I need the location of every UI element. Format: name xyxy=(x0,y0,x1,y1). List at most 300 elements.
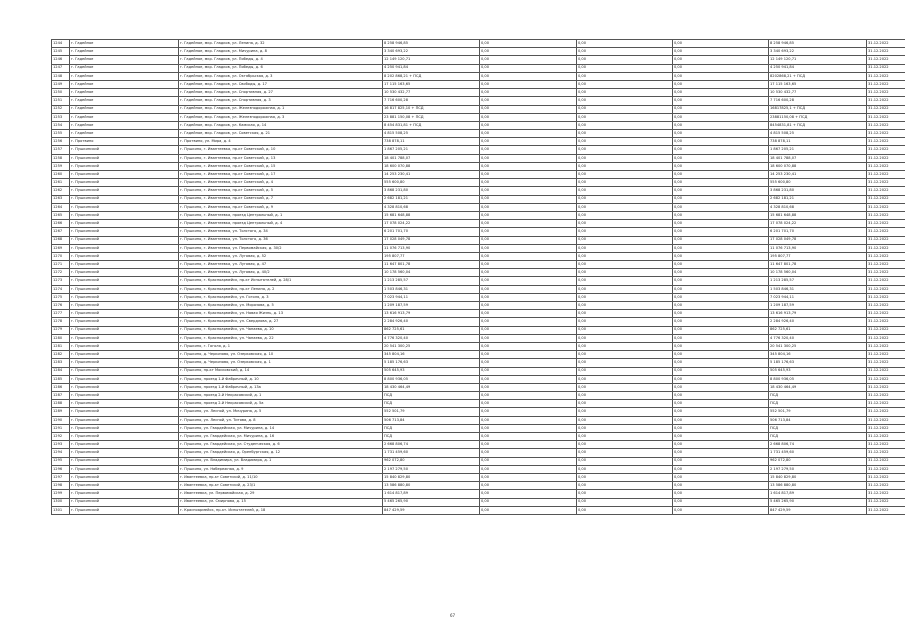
regional-cell: 0,00 xyxy=(577,187,673,195)
municipality-cell: г. Пушкинский xyxy=(70,375,179,383)
regional-cell: 0,00 xyxy=(577,138,673,146)
total-cell: 1 614 817,89 xyxy=(769,490,867,498)
regional-cell: 0,00 xyxy=(577,269,673,277)
total-cell: ПСД xyxy=(769,424,867,432)
local-cell: 0,00 xyxy=(673,146,769,154)
cost-cell: ПСД xyxy=(383,392,480,400)
address-cell: г. Гадейное, мкр. Гладков, ул. Железнодорожная, д. 3 xyxy=(179,113,383,121)
total-cell: 4 776 320,40 xyxy=(769,334,867,342)
deadline-cell: 31.12.2022 xyxy=(867,187,905,195)
total-cell: 2 197 279,50 xyxy=(769,465,867,473)
regional-cell: 0,00 xyxy=(577,113,673,121)
table-row xyxy=(52,113,905,121)
municipality-cell: г. Гадейное xyxy=(70,40,179,48)
local-cell: 0,00 xyxy=(673,318,769,326)
total-cell: 4 250 941,84 xyxy=(769,64,867,72)
municipality-cell: г. Пушкинский xyxy=(70,285,179,293)
local-cell: 0,00 xyxy=(673,277,769,285)
table-row xyxy=(52,269,905,277)
municipality-cell: г. Пушкинский xyxy=(70,433,179,441)
total-cell: 14 253 230,41 xyxy=(769,171,867,179)
municipality-cell: г. Пушкинский xyxy=(70,334,179,342)
regional-cell: 0,00 xyxy=(577,211,673,219)
federal-cell: 0,00 xyxy=(480,473,577,481)
table-row xyxy=(52,408,905,416)
table-row xyxy=(52,130,905,138)
regional-cell: 0,00 xyxy=(577,121,673,129)
row-number-cell: 1275 xyxy=(52,293,70,301)
deadline-cell: 31.12.2022 xyxy=(867,482,905,490)
table-row xyxy=(52,375,905,383)
municipality-cell: г. Гадейное xyxy=(70,130,179,138)
row-number-cell: 1258 xyxy=(52,154,70,162)
deadline-cell: 31.12.2022 xyxy=(867,285,905,293)
regional-cell: 0,00 xyxy=(577,228,673,236)
municipality-cell: г. Пушкинский xyxy=(70,408,179,416)
local-cell: 0,00 xyxy=(673,154,769,162)
deadline-cell: 31.12.2022 xyxy=(867,326,905,334)
deadline-cell: 31.12.2022 xyxy=(867,400,905,408)
table-row xyxy=(52,367,905,375)
deadline-cell: 31.12.2022 xyxy=(867,130,905,138)
regional-cell: 0,00 xyxy=(577,171,673,179)
regional-cell: 0,00 xyxy=(577,244,673,252)
cost-cell: 1 731 459,60 xyxy=(383,449,480,457)
federal-cell: 0,00 xyxy=(480,252,577,260)
cost-cell: 10 178 560,04 xyxy=(383,269,480,277)
table-row xyxy=(52,433,905,441)
deadline-cell: 31.12.2022 xyxy=(867,105,905,113)
deadline-cell: 31.12.2022 xyxy=(867,408,905,416)
municipality-cell: г. Пушкинский xyxy=(70,220,179,228)
address-cell: г. Ивантеевка, ул. Смирнова, д. 15 xyxy=(179,498,383,506)
total-cell: 1 867 205,21 xyxy=(769,146,867,154)
local-cell: 0,00 xyxy=(673,490,769,498)
federal-cell: 0,00 xyxy=(480,400,577,408)
federal-cell: 0,00 xyxy=(480,506,577,514)
regional-cell: 0,00 xyxy=(577,293,673,301)
federal-cell: 0,00 xyxy=(480,56,577,64)
address-cell: г. Пушкино, пр-кт Московский, д. 14 xyxy=(179,367,383,375)
total-cell: 17 078 024,22 xyxy=(769,220,867,228)
address-cell: г. Ивантеевка, пр-кт Советский, д. 11/10 xyxy=(179,473,383,481)
federal-cell: 0,00 xyxy=(480,228,577,236)
address-cell: г. Гадейное, мкр. Гладков, ул. Победы, д. 6 xyxy=(179,64,383,72)
local-cell: 0,00 xyxy=(673,506,769,514)
total-cell: 11 647 801,78 xyxy=(769,261,867,269)
local-cell: 0,00 xyxy=(673,64,769,72)
municipality-cell: г. Пушкинский xyxy=(70,367,179,375)
row-number-cell: 1298 xyxy=(52,482,70,490)
cost-cell: 20 541 300,25 xyxy=(383,342,480,350)
federal-cell: 0,00 xyxy=(480,457,577,465)
row-number-cell: 1269 xyxy=(52,244,70,252)
row-number-cell: 1284 xyxy=(52,367,70,375)
local-cell: 0,00 xyxy=(673,97,769,105)
address-cell: г. Гадейное, мкр. Гладков, ул. Ленина, д. 32 xyxy=(179,40,383,48)
local-cell: 0,00 xyxy=(673,342,769,350)
table-row xyxy=(52,424,905,432)
cost-cell: 3 340 693,22 xyxy=(383,48,480,56)
municipality-cell: г. Пушкинский xyxy=(70,203,179,211)
cost-cell: 17 078 024,22 xyxy=(383,220,480,228)
federal-cell: 0,00 xyxy=(480,195,577,203)
row-number-cell: 1287 xyxy=(52,392,70,400)
federal-cell: 0,00 xyxy=(480,138,577,146)
row-number-cell: 1293 xyxy=(52,441,70,449)
municipality-cell: г. Пушкинский xyxy=(70,310,179,318)
deadline-cell: 31.12.2022 xyxy=(867,375,905,383)
municipality-cell: г. Пушкинский xyxy=(70,154,179,162)
regional-cell: 0,00 xyxy=(577,277,673,285)
federal-cell: 0,00 xyxy=(480,64,577,72)
deadline-cell: 31.12.2022 xyxy=(867,318,905,326)
cost-cell: 552 501,79 xyxy=(383,408,480,416)
cost-cell: ПСД xyxy=(383,424,480,432)
address-cell: г. Гадейное, мкр. Гладков, ул. Октябрьская, д. 3 xyxy=(179,72,383,80)
address-cell: г. Пушкино, г. Красноармейск, ул. Новая Жизнь, д. 13 xyxy=(179,310,383,318)
address-cell: г. Пушкино, ул. Гвардейская, ул. Мичурина, д. 14 xyxy=(179,424,383,432)
cost-cell: 18 401 788,07 xyxy=(383,154,480,162)
address-cell: г. Пушкино, проезд 1-й Фабричный, д. 10 xyxy=(179,375,383,383)
federal-cell: 0,00 xyxy=(480,121,577,129)
address-cell: г. Пушкино, д. Черкизово, ул. Озерковская, д. 1 xyxy=(179,359,383,367)
table-row xyxy=(52,80,905,88)
municipality-cell: г. Пушкинский xyxy=(70,171,179,179)
table-row xyxy=(52,400,905,408)
cost-cell: 5 185 176,63 xyxy=(383,359,480,367)
table-row xyxy=(52,40,905,48)
total-cell: 8454831,81 + ПСД xyxy=(769,121,867,129)
address-cell: г. Пушкино, г. Ивантеевка, пр-кт Советский, д. 10 xyxy=(179,146,383,154)
municipality-cell: г. Пушкинский xyxy=(70,162,179,170)
municipality-cell: г. Гадейное xyxy=(70,64,179,72)
cost-cell: 14 253 230,41 xyxy=(383,171,480,179)
municipality-cell: г. Пушкинский xyxy=(70,277,179,285)
row-number-cell: 1294 xyxy=(52,449,70,457)
federal-cell: 0,00 xyxy=(480,269,577,277)
deadline-cell: 31.12.2022 xyxy=(867,310,905,318)
total-cell: ПСД xyxy=(769,400,867,408)
regional-cell: 0,00 xyxy=(577,351,673,359)
regional-cell: 0,00 xyxy=(577,441,673,449)
local-cell: 0,00 xyxy=(673,310,769,318)
table-row xyxy=(52,310,905,318)
deadline-cell: 31.12.2022 xyxy=(867,64,905,72)
federal-cell: 0,00 xyxy=(480,285,577,293)
cost-cell: 15 681 648,88 xyxy=(383,211,480,219)
total-cell: 5 185 176,63 xyxy=(769,359,867,367)
local-cell: 0,00 xyxy=(673,121,769,129)
regional-cell: 0,00 xyxy=(577,72,673,80)
municipality-cell: г. Пушкинский xyxy=(70,457,179,465)
row-number-cell: 1254 xyxy=(52,121,70,129)
address-cell: г. Гадейное, мкр. Гладков, ул. Советская, д. 21 xyxy=(179,130,383,138)
row-number-cell: 1277 xyxy=(52,310,70,318)
regional-cell: 0,00 xyxy=(577,383,673,391)
address-cell: г. Гадейное, мкр. Гладков, ул. Железнодорожная, д. 1 xyxy=(179,105,383,113)
cost-cell: 2 197 279,50 xyxy=(383,465,480,473)
local-cell: 0,00 xyxy=(673,105,769,113)
regional-cell: 0,00 xyxy=(577,408,673,416)
row-number-cell: 1244 xyxy=(52,40,70,48)
municipality-cell: г. Пушкинский xyxy=(70,424,179,432)
row-number-cell: 1260 xyxy=(52,171,70,179)
total-cell: 3 340 693,22 xyxy=(769,48,867,56)
row-number-cell: 1253 xyxy=(52,113,70,121)
deadline-cell: 31.12.2022 xyxy=(867,40,905,48)
regional-cell: 0,00 xyxy=(577,302,673,310)
cost-cell: 15 840 829,80 xyxy=(383,473,480,481)
row-number-cell: 1255 xyxy=(52,130,70,138)
row-number-cell: 1280 xyxy=(52,334,70,342)
regional-cell: 0,00 xyxy=(577,482,673,490)
regional-cell: 0,00 xyxy=(577,506,673,514)
federal-cell: 0,00 xyxy=(480,408,577,416)
cost-cell: 23 881 150,08 + ПСД xyxy=(383,113,480,121)
address-cell: г. Гадейное, мкр. Гладков, ул. Спортивная, д. 27 xyxy=(179,89,383,97)
total-cell: 13 616 913,79 xyxy=(769,310,867,318)
regional-cell: 0,00 xyxy=(577,433,673,441)
table-row xyxy=(52,89,905,97)
address-cell: г. Пушкино, д. Черкизово, ул. Озерковская, д. 10 xyxy=(179,351,383,359)
cost-cell: 555 600,80 xyxy=(383,179,480,187)
regional-cell: 0,00 xyxy=(577,334,673,342)
address-cell: г. Пушкино, проезд 1-й Фабричный, д. 13а xyxy=(179,383,383,391)
cost-cell: 8 258 946,85 xyxy=(383,40,480,48)
regional-cell: 0,00 xyxy=(577,465,673,473)
address-cell: г. Пушкино, ул. Гвардейская, ул. Мичурина, д. 16 xyxy=(179,433,383,441)
table-row xyxy=(52,252,905,260)
address-cell: г. Пушкино, г. Ивантеевка, пр-кт Советский, д. 9 xyxy=(179,203,383,211)
total-cell: 16817825,1 + ПСД xyxy=(769,105,867,113)
address-cell: г. Пушкино, г. Ивантеевка, проезд Центральный, д. 4 xyxy=(179,220,383,228)
local-cell: 0,00 xyxy=(673,113,769,121)
regional-cell: 0,00 xyxy=(577,359,673,367)
cost-cell: ПСД xyxy=(383,433,480,441)
address-cell: г. Пушкино, г. Красноармейск, пр-кт Ленина, д. 2 xyxy=(179,285,383,293)
deadline-cell: 31.12.2022 xyxy=(867,203,905,211)
total-cell: 17 028 049,78 xyxy=(769,236,867,244)
local-cell: 0,00 xyxy=(673,408,769,416)
address-cell: г. Пушкино, г. Ивантеевка, пр-кт Советский, д. 4 xyxy=(179,179,383,187)
regional-cell: 0,00 xyxy=(577,400,673,408)
deadline-cell: 31.12.2022 xyxy=(867,490,905,498)
row-number-cell: 1268 xyxy=(52,236,70,244)
total-cell: 1 731 459,60 xyxy=(769,449,867,457)
municipality-cell: г. Пушкинский xyxy=(70,482,179,490)
row-number-cell: 1282 xyxy=(52,351,70,359)
cost-cell: 1 213 285,57 xyxy=(383,277,480,285)
address-cell: г. Пушкино, ул. Набережная, д. 9 xyxy=(179,465,383,473)
total-cell: 18 430 464,49 xyxy=(769,383,867,391)
total-cell: 13 586 880,80 xyxy=(769,482,867,490)
municipality-cell: г. Пушкинский xyxy=(70,490,179,498)
total-cell: 1 213 285,57 xyxy=(769,277,867,285)
address-cell: г. Пушкино, г. Ивантеевка, ул. Луговая, д. 47 xyxy=(179,261,383,269)
cost-cell: 506 713,84 xyxy=(383,416,480,424)
total-cell: 1 209 187,59 xyxy=(769,302,867,310)
local-cell: 0,00 xyxy=(673,433,769,441)
regional-cell: 0,00 xyxy=(577,64,673,72)
address-cell: г. Гадейное, мкр. Гладков, ул. Победы, д. 4 xyxy=(179,56,383,64)
deadline-cell: 31.12.2022 xyxy=(867,138,905,146)
deadline-cell: 31.12.2022 xyxy=(867,195,905,203)
cost-cell: 5 465 265,90 xyxy=(383,498,480,506)
cost-cell: 195 807,77 xyxy=(383,252,480,260)
address-cell: г. Гадейное, мкр. Гладков, ул. Спортивная, д. 3 xyxy=(179,97,383,105)
table-row xyxy=(52,334,905,342)
deadline-cell: 31.12.2022 xyxy=(867,342,905,350)
row-number-cell: 1248 xyxy=(52,72,70,80)
total-cell: ПСД xyxy=(769,392,867,400)
federal-cell: 0,00 xyxy=(480,334,577,342)
total-cell: 12 149 120,71 xyxy=(769,56,867,64)
table-row xyxy=(52,383,905,391)
address-cell: г. Пушкино, г. Ивантеевка, пр-кт Советский, д. 5 xyxy=(179,187,383,195)
row-number-cell: 1267 xyxy=(52,228,70,236)
total-cell: 506 713,84 xyxy=(769,416,867,424)
address-cell: г. Гадейное, мкр. Гладков, ул. Свободы, д. 17 xyxy=(179,80,383,88)
regional-cell: 0,00 xyxy=(577,252,673,260)
address-cell: г. Пушкино, проезд 2-й Некрасовский, д. 1 xyxy=(179,392,383,400)
table-row xyxy=(52,195,905,203)
federal-cell: 0,00 xyxy=(480,318,577,326)
regional-cell: 0,00 xyxy=(577,457,673,465)
municipality-cell: г. Гадейное xyxy=(70,113,179,121)
address-cell: г. Пушкино, проезд 2-й Некрасовский, д. 5а xyxy=(179,400,383,408)
row-number-cell: 1249 xyxy=(52,80,70,88)
cost-cell: 1 503 846,31 xyxy=(383,285,480,293)
total-cell: 2 668 806,74 xyxy=(769,441,867,449)
table-row xyxy=(52,146,905,154)
row-number-cell: 1262 xyxy=(52,187,70,195)
municipality-cell: г. Протвино xyxy=(70,138,179,146)
local-cell: 0,00 xyxy=(673,171,769,179)
municipality-cell: г. Пушкинский xyxy=(70,400,179,408)
deadline-cell: 31.12.2022 xyxy=(867,392,905,400)
cost-cell: 1 614 817,89 xyxy=(383,490,480,498)
municipality-cell: г. Гадейное xyxy=(70,48,179,56)
cost-cell: 345 804,16 xyxy=(383,351,480,359)
regional-cell: 0,00 xyxy=(577,326,673,334)
local-cell: 0,00 xyxy=(673,261,769,269)
row-number-cell: 1278 xyxy=(52,318,70,326)
regional-cell: 0,00 xyxy=(577,80,673,88)
cost-cell: 1 209 187,59 xyxy=(383,302,480,310)
table-row xyxy=(52,506,905,514)
deadline-cell: 31.12.2022 xyxy=(867,277,905,285)
table-row xyxy=(52,64,905,72)
local-cell: 0,00 xyxy=(673,236,769,244)
municipality-cell: г. Гадейное xyxy=(70,121,179,129)
federal-cell: 0,00 xyxy=(480,375,577,383)
register-table xyxy=(51,39,905,515)
regional-cell: 0,00 xyxy=(577,162,673,170)
row-number-cell: 1274 xyxy=(52,285,70,293)
regional-cell: 0,00 xyxy=(577,40,673,48)
deadline-cell: 31.12.2022 xyxy=(867,334,905,342)
local-cell: 0,00 xyxy=(673,285,769,293)
address-cell: г. Пушкино, г. Ивантеевка, ул. Толстого, д. 36 xyxy=(179,236,383,244)
cost-cell: 17 115 163,65 xyxy=(383,80,480,88)
deadline-cell: 31.12.2022 xyxy=(867,179,905,187)
table-row xyxy=(52,302,905,310)
row-number-cell: 1273 xyxy=(52,277,70,285)
row-number-cell: 1271 xyxy=(52,261,70,269)
cost-cell: 17 028 049,78 xyxy=(383,236,480,244)
municipality-cell: г. Пушкинский xyxy=(70,359,179,367)
total-cell: 862 725,61 xyxy=(769,326,867,334)
deadline-cell: 31.12.2022 xyxy=(867,359,905,367)
deadline-cell: 31.12.2022 xyxy=(867,367,905,375)
federal-cell: 0,00 xyxy=(480,326,577,334)
cost-cell: 505 645,93 xyxy=(383,367,480,375)
regional-cell: 0,00 xyxy=(577,490,673,498)
regional-cell: 0,00 xyxy=(577,48,673,56)
local-cell: 0,00 xyxy=(673,302,769,310)
municipality-cell: г. Гадейное xyxy=(70,80,179,88)
register-table-body xyxy=(52,40,905,515)
local-cell: 0,00 xyxy=(673,367,769,375)
table-row xyxy=(52,154,905,162)
local-cell: 0,00 xyxy=(673,416,769,424)
municipality-cell: г. Пушкинский xyxy=(70,252,179,260)
address-cell: г. Пушкино, г. Ивантеевка, пр-кт Советский, д. 17 xyxy=(179,171,383,179)
federal-cell: 0,00 xyxy=(480,367,577,375)
table-row xyxy=(52,171,905,179)
deadline-cell: 31.12.2022 xyxy=(867,80,905,88)
local-cell: 0,00 xyxy=(673,424,769,432)
total-cell: 1 503 846,31 xyxy=(769,285,867,293)
federal-cell: 0,00 xyxy=(480,211,577,219)
total-cell: 847 429,59 xyxy=(769,506,867,514)
table-row xyxy=(52,342,905,350)
federal-cell: 0,00 xyxy=(480,72,577,80)
federal-cell: 0,00 xyxy=(480,293,577,301)
federal-cell: 0,00 xyxy=(480,146,577,154)
federal-cell: 0,00 xyxy=(480,171,577,179)
total-cell: 15 681 648,88 xyxy=(769,211,867,219)
regional-cell: 0,00 xyxy=(577,342,673,350)
federal-cell: 0,00 xyxy=(480,433,577,441)
cost-cell: 962 072,80 xyxy=(383,457,480,465)
cost-cell: 13 586 880,80 xyxy=(383,482,480,490)
cost-cell: 11 647 801,78 xyxy=(383,261,480,269)
table-row xyxy=(52,457,905,465)
table-row xyxy=(52,72,905,80)
address-cell: г. Пушкино, ул. Владимира, ул. Владимира, д. 1 xyxy=(179,457,383,465)
total-cell: 23881150,08 + ПСД xyxy=(769,113,867,121)
row-number-cell: 1247 xyxy=(52,64,70,72)
municipality-cell: г. Гадейное xyxy=(70,97,179,105)
deadline-cell: 31.12.2022 xyxy=(867,121,905,129)
regional-cell: 0,00 xyxy=(577,424,673,432)
regional-cell: 0,00 xyxy=(577,56,673,64)
municipality-cell: г. Пушкинский xyxy=(70,498,179,506)
row-number-cell: 1299 xyxy=(52,490,70,498)
total-cell: 10 178 560,04 xyxy=(769,269,867,277)
total-cell: 345 804,16 xyxy=(769,351,867,359)
cost-cell: 3 868 231,80 xyxy=(383,187,480,195)
row-number-cell: 1264 xyxy=(52,203,70,211)
cost-cell: 4 776 320,40 xyxy=(383,334,480,342)
cost-cell: 1 867 205,21 xyxy=(383,146,480,154)
federal-cell: 0,00 xyxy=(480,424,577,432)
municipality-cell: г. Пушкинский xyxy=(70,465,179,473)
municipality-cell: г. Пушкинский xyxy=(70,441,179,449)
address-cell: г. Пушкино, ул. Гвардейская, ул. Студенческая, д. 6 xyxy=(179,441,383,449)
